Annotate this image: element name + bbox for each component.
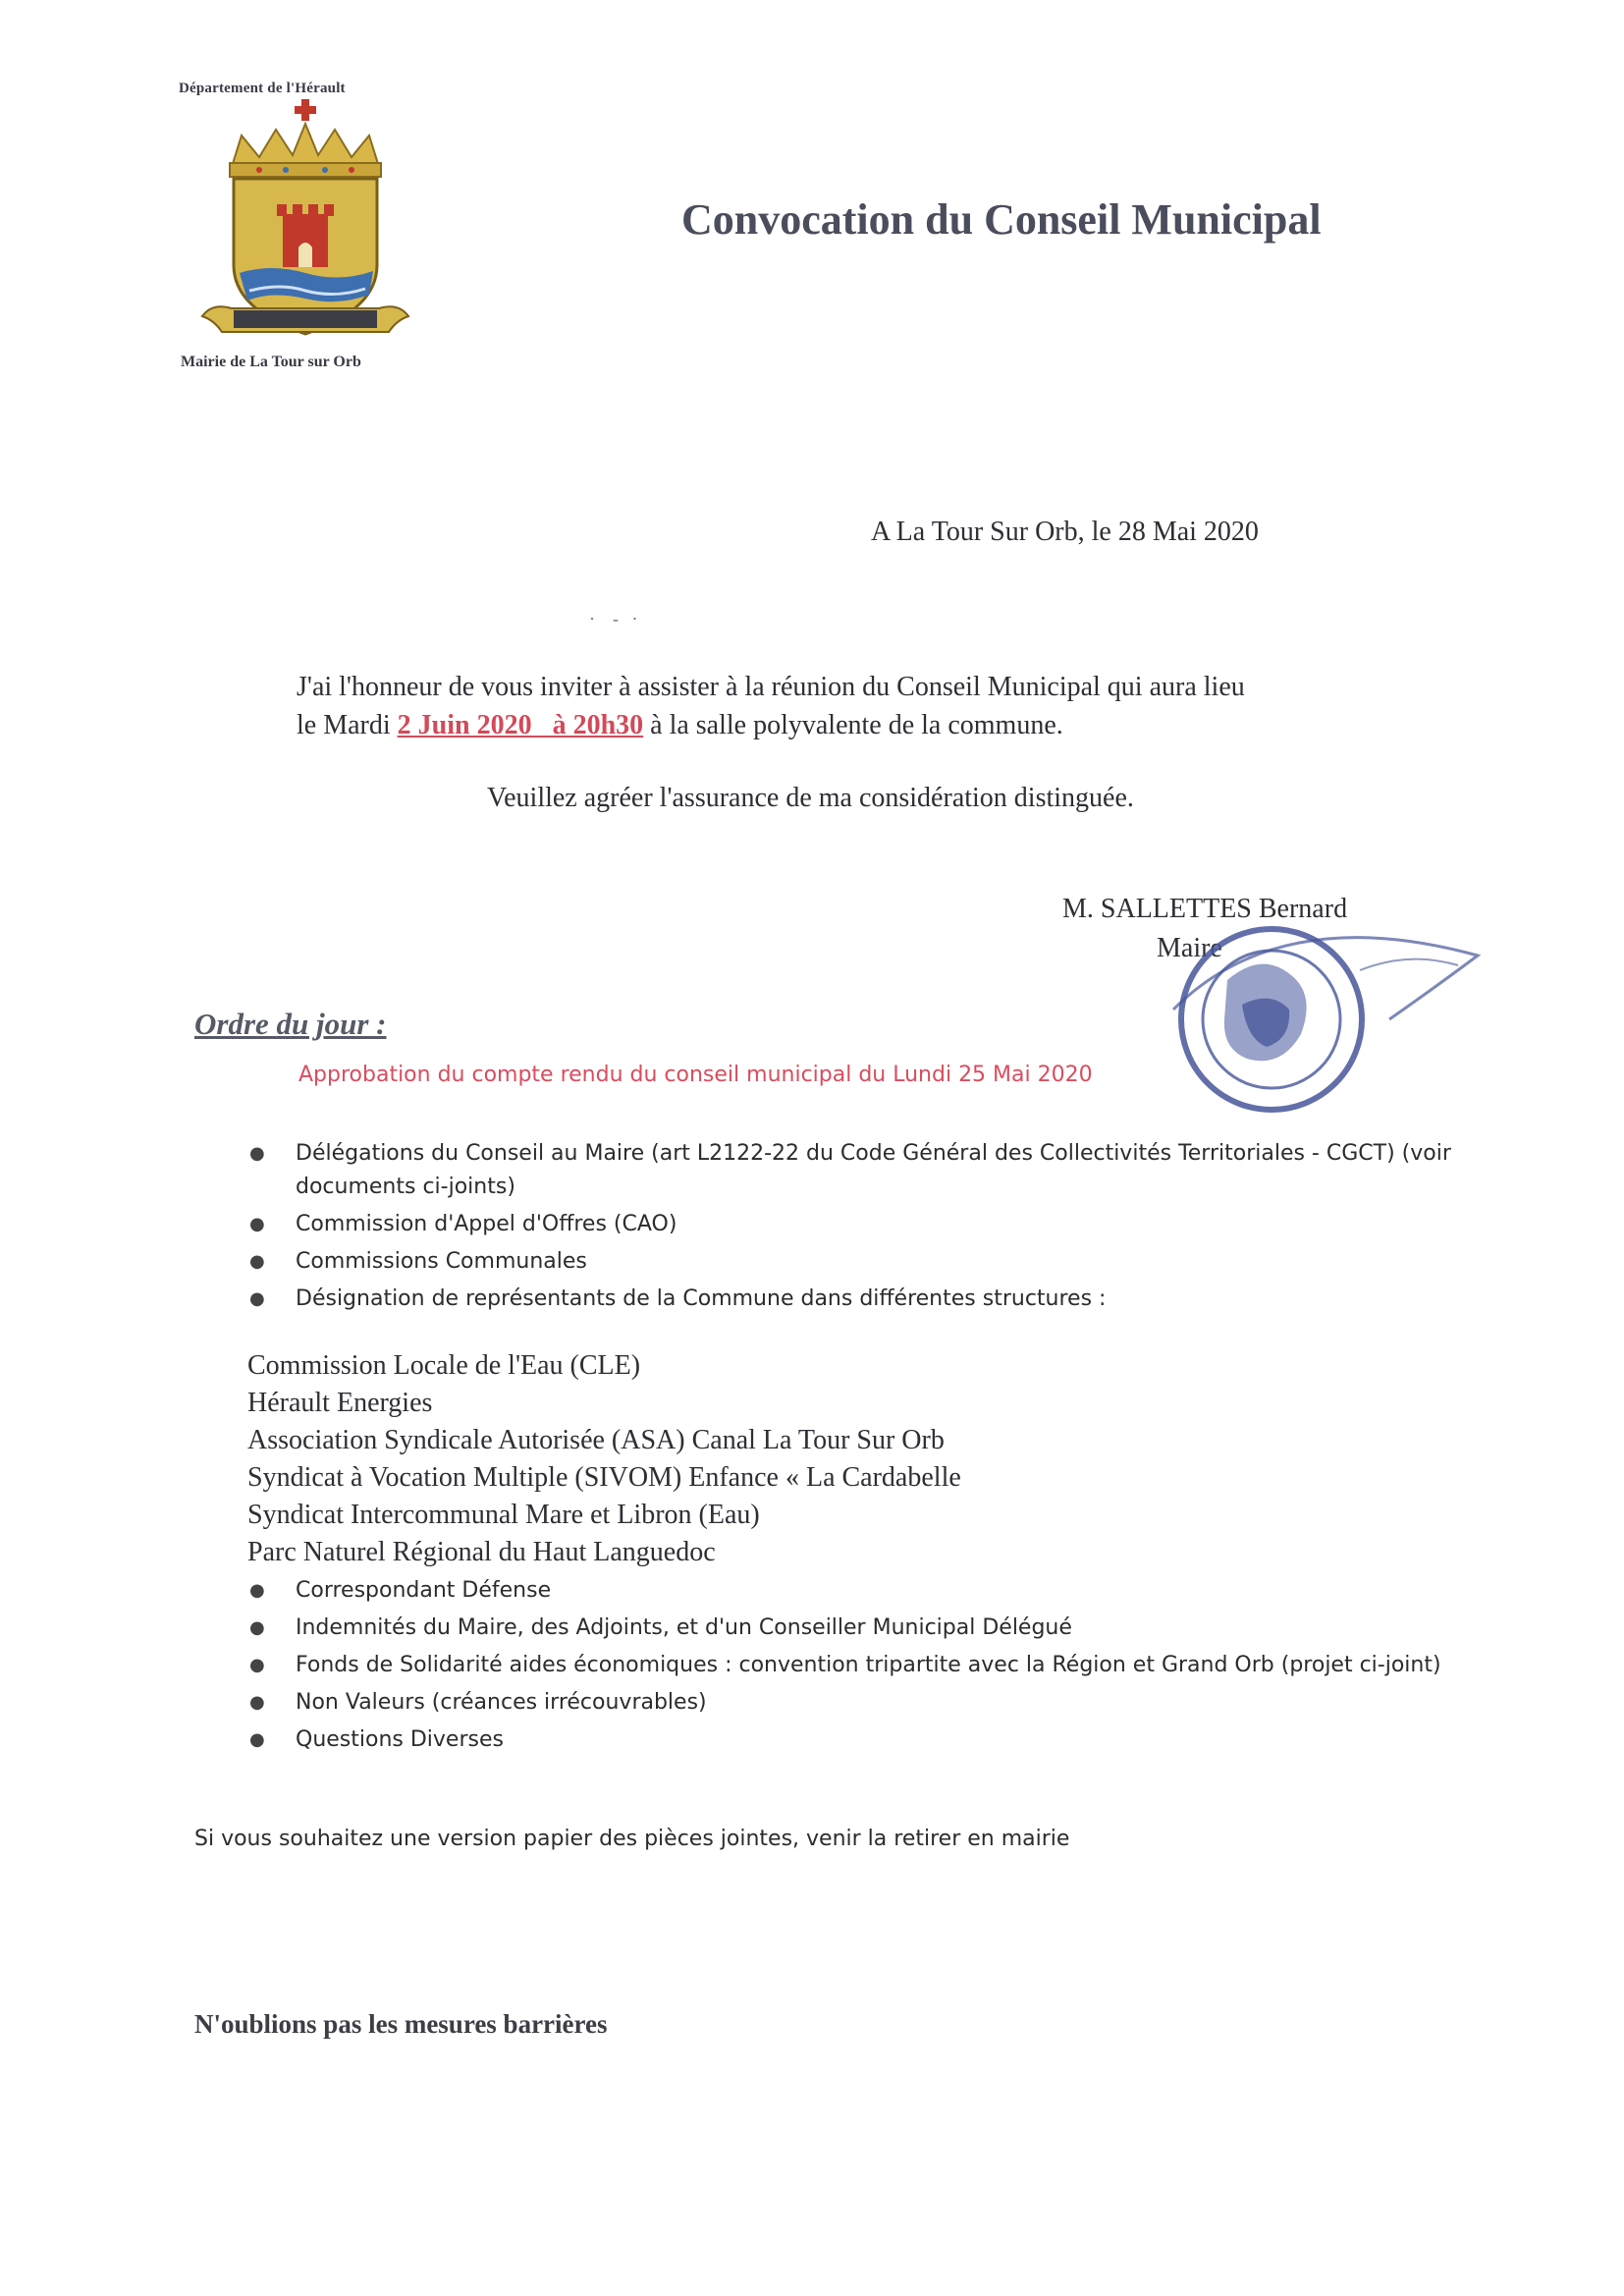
signer-name: M. SALLETTES Bernard (1062, 894, 1348, 924)
bullet-icon: ● (249, 1143, 265, 1164)
bullet-icon: ● (249, 1617, 265, 1638)
structure-item: Parc Naturel Régional du Haut Languedoc (247, 1537, 716, 1567)
agenda-list-1 (249, 1137, 1477, 1320)
agenda-heading: Ordre du jour : (194, 1007, 387, 1041)
coat-of-arms-logo (173, 98, 438, 354)
paper-copy-note: Si vous souhaitez une version papier des pièces jointes, venir la retirer en mairie (194, 1827, 1070, 1851)
signer-role: Maire (1157, 933, 1222, 963)
closing-formula: Veuillez agréer l'assurance de ma considération distinguée. (487, 783, 1134, 813)
list-item: ● Correspondant Défense (249, 1574, 1477, 1608)
invitation-prefix: le Mardi (297, 710, 391, 740)
crest-cross-icon (295, 99, 316, 121)
page-title: Convocation du Conseil Municipal (681, 195, 1322, 244)
structure-item: Commission Locale de l'Eau (CLE) (247, 1350, 641, 1381)
bullet-icon: ● (249, 1729, 265, 1750)
bullet-icon: ● (249, 1580, 265, 1601)
list-item: ● Questions Diverses (249, 1723, 1477, 1757)
structure-item: Syndicat Intercommunal Mare et Libron (Eau) (247, 1500, 760, 1530)
mairie-label: Mairie de La Tour sur Orb (181, 354, 361, 370)
list-item: ● Indemnités du Maire, des Adjoints, et d'un Conseiller Municipal Délégué (249, 1612, 1477, 1645)
department-label: Département de l'Hérault (179, 81, 346, 96)
official-stamp (1144, 911, 1497, 1113)
bullet-icon: ● (249, 1288, 265, 1309)
invitation-suffix: à la salle polyvalente de la commune. (650, 710, 1063, 740)
list-item: ● Commission d'Appel d'Offres (CAO) (249, 1208, 1477, 1241)
invitation-paragraph (297, 668, 1455, 744)
list-item: ● Commissions Communales (249, 1245, 1477, 1279)
bullet-icon: ● (249, 1655, 265, 1675)
barrier-reminder: N'oublions pas les mesures barrières (194, 2009, 608, 2039)
meeting-date: 2 Juin 2020 à 20h30 (397, 710, 644, 740)
place-and-date: A La Tour Sur Orb, le 28 Mai 2020 (871, 517, 1259, 547)
structure-item: Syndicat à Vocation Multiple (SIVOM) Enfance « La Cardabelle (247, 1462, 961, 1493)
structures-list (247, 1347, 961, 1571)
structure-item: Association Syndicale Autorisée (ASA) Canal La Tour Sur Orb (247, 1425, 945, 1455)
divider-mark: · - · (589, 609, 638, 629)
bullet-icon: ● (249, 1251, 265, 1272)
approval-item: Approbation du compte rendu du conseil municipal du Lundi 25 Mai 2020 (298, 1063, 1093, 1087)
structure-item: Hérault Energies (247, 1388, 433, 1418)
list-item: ● Désignation de représentants de la Commune dans différentes structures : (249, 1283, 1477, 1316)
agenda-list-2 (249, 1574, 1477, 1761)
list-item: ● Non Valeurs (créances irrécouvrables) (249, 1686, 1477, 1720)
bullet-icon: ● (249, 1692, 265, 1713)
list-item: ● Fonds de Solidarité aides économiques : convention tripartite avec la Région et Grand Orb (projet ci-joint) (249, 1649, 1477, 1682)
list-item: ● Délégations du Conseil au Maire (art L2122-22 du Code Général des Collectivités Territoriales - CGCT) (voir documents ci-joints) (249, 1137, 1477, 1204)
bullet-icon: ● (249, 1214, 265, 1234)
invitation-intro: J'ai l'honneur de vous inviter à assister à la réunion du Conseil Municipal qui aura lieu (297, 672, 1245, 702)
